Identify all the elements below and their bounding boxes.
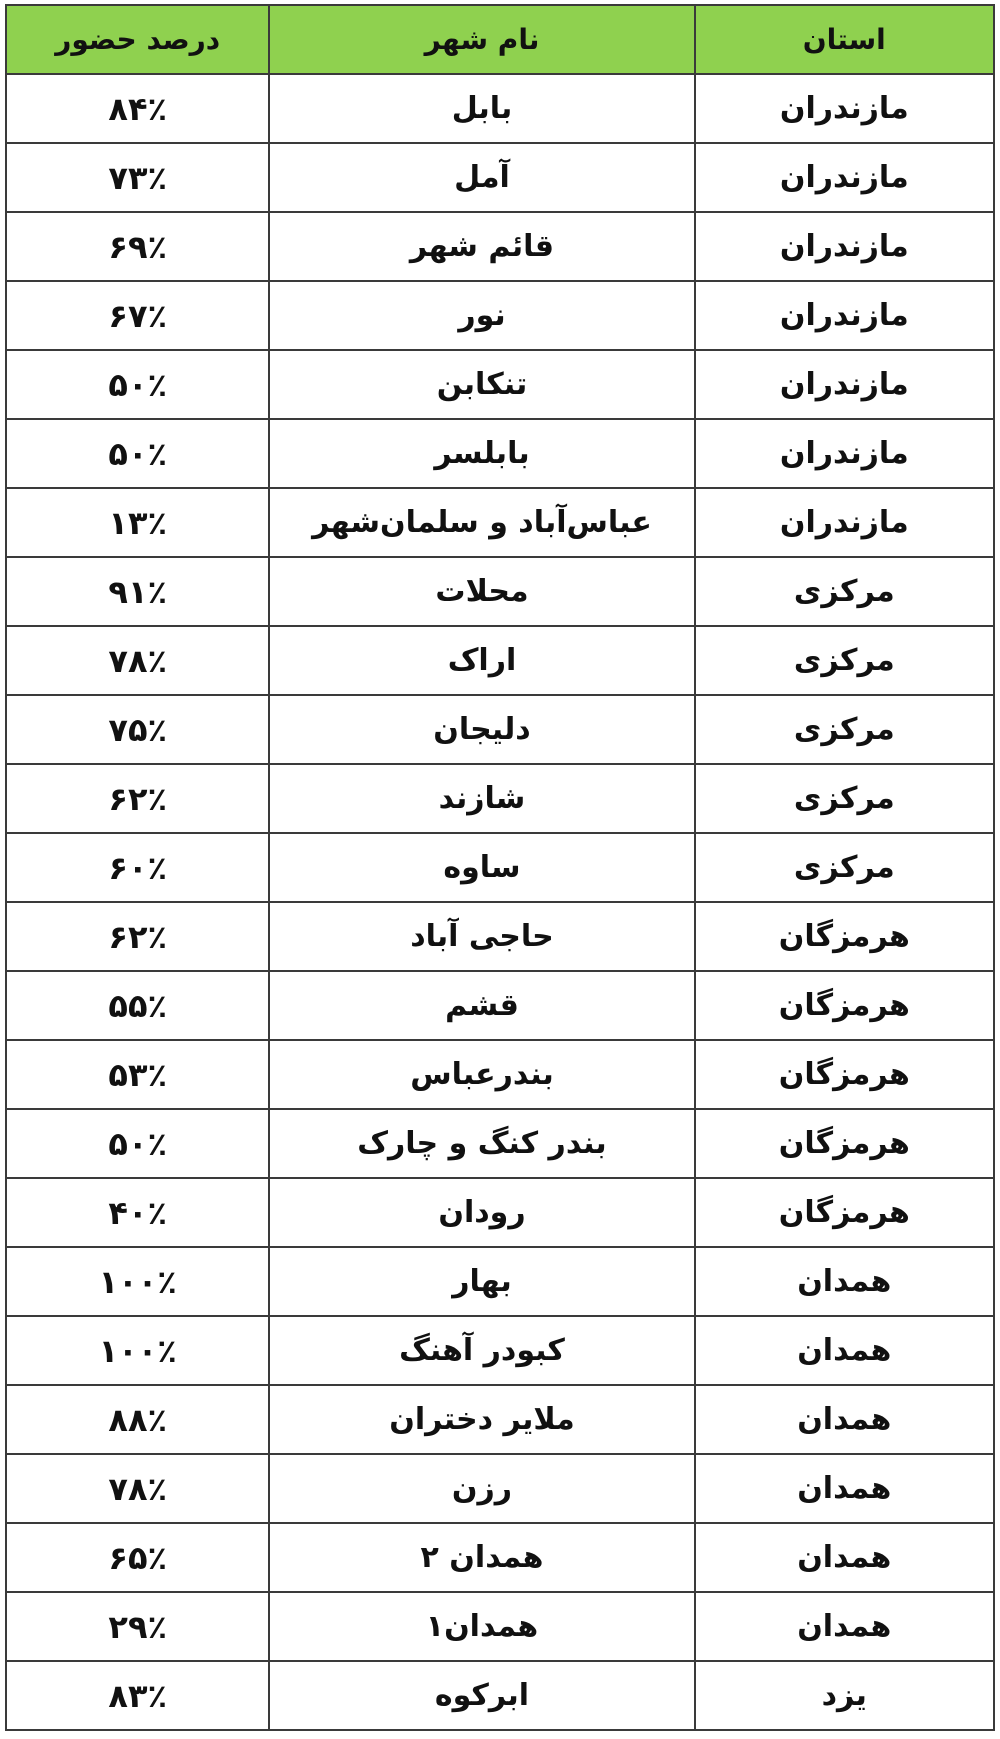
- table-row: [6, 1454, 994, 1523]
- cell-province: همدان: [695, 1523, 994, 1592]
- cell-city: رزن: [269, 1454, 694, 1523]
- cell-city: تنکابن: [269, 350, 694, 419]
- table-row: [6, 695, 994, 764]
- cell-province: همدان: [695, 1247, 994, 1316]
- cell-city: دلیجان: [269, 695, 694, 764]
- cell-city: ابرکوه: [269, 1661, 694, 1730]
- cell-city: محلات: [269, 557, 694, 626]
- cell-percent: ۴۰٪: [6, 1178, 269, 1247]
- cell-city: بابل: [269, 74, 694, 143]
- cell-province: مازندران: [695, 281, 994, 350]
- cell-city: ساوه: [269, 833, 694, 902]
- table-row: [6, 902, 994, 971]
- cell-city: همدان۱: [269, 1592, 694, 1661]
- table-row: [6, 419, 994, 488]
- cell-province: مرکزی: [695, 833, 994, 902]
- cell-city: رودان: [269, 1178, 694, 1247]
- cell-city: حاجی آباد: [269, 902, 694, 971]
- header-city: نام شهر: [269, 5, 694, 74]
- cell-city: نور: [269, 281, 694, 350]
- table-row: [6, 1109, 994, 1178]
- cell-percent: ۷۵٪: [6, 695, 269, 764]
- cell-percent: ۶۲٪: [6, 902, 269, 971]
- cell-percent: ۱۰۰٪: [6, 1316, 269, 1385]
- cell-province: هرمزگان: [695, 971, 994, 1040]
- cell-percent: ۸۳٪: [6, 1661, 269, 1730]
- cell-city: اراک: [269, 626, 694, 695]
- cell-percent: ۷۸٪: [6, 626, 269, 695]
- cell-province: همدان: [695, 1385, 994, 1454]
- table-row: [6, 143, 994, 212]
- cell-percent: ۱۰۰٪: [6, 1247, 269, 1316]
- cell-city: قشم: [269, 971, 694, 1040]
- table-row: [6, 350, 994, 419]
- cell-province: مازندران: [695, 419, 994, 488]
- attendance-table: [5, 4, 995, 1731]
- cell-percent: ۵۳٪: [6, 1040, 269, 1109]
- cell-province: هرمزگان: [695, 1040, 994, 1109]
- table-row: [6, 1661, 994, 1730]
- table-row: [6, 764, 994, 833]
- table-row: [6, 1178, 994, 1247]
- cell-percent: ۷۳٪: [6, 143, 269, 212]
- cell-percent: ۵۰٪: [6, 1109, 269, 1178]
- cell-percent: ۵۰٪: [6, 419, 269, 488]
- cell-province: همدان: [695, 1316, 994, 1385]
- table-row: [6, 1247, 994, 1316]
- cell-province: مازندران: [695, 143, 994, 212]
- cell-city: بندر کنگ و چارک: [269, 1109, 694, 1178]
- table-row: [6, 74, 994, 143]
- cell-province: مرکزی: [695, 626, 994, 695]
- table-row: [6, 488, 994, 557]
- cell-city: ملایر دختران: [269, 1385, 694, 1454]
- cell-province: مازندران: [695, 350, 994, 419]
- table-row: [6, 1316, 994, 1385]
- table-row: [6, 1040, 994, 1109]
- cell-city: بندرعباس: [269, 1040, 694, 1109]
- cell-city: عباس‌آباد و سلمان‌شهر: [269, 488, 694, 557]
- header-percent: درصد حضور: [6, 5, 269, 74]
- cell-province: همدان: [695, 1592, 994, 1661]
- cell-province: هرمزگان: [695, 902, 994, 971]
- cell-province: هرمزگان: [695, 1109, 994, 1178]
- cell-province: مرکزی: [695, 557, 994, 626]
- cell-percent: ۵۰٪: [6, 350, 269, 419]
- table-row: [6, 1385, 994, 1454]
- cell-province: یزد: [695, 1661, 994, 1730]
- table-row: [6, 212, 994, 281]
- header-row: [6, 5, 994, 74]
- cell-city: بهار: [269, 1247, 694, 1316]
- cell-percent: ۷۸٪: [6, 1454, 269, 1523]
- cell-percent: ۶۷٪: [6, 281, 269, 350]
- cell-city: آمل: [269, 143, 694, 212]
- cell-percent: ۵۵٪: [6, 971, 269, 1040]
- cell-province: مازندران: [695, 488, 994, 557]
- cell-percent: ۱۳٪: [6, 488, 269, 557]
- cell-percent: ۹۱٪: [6, 557, 269, 626]
- table-row: [6, 626, 994, 695]
- cell-percent: ۸۸٪: [6, 1385, 269, 1454]
- cell-province: مازندران: [695, 74, 994, 143]
- cell-percent: ۶۹٪: [6, 212, 269, 281]
- cell-percent: ۸۴٪: [6, 74, 269, 143]
- header-province: استان: [695, 5, 994, 74]
- table-row: [6, 971, 994, 1040]
- cell-percent: ۶۰٪: [6, 833, 269, 902]
- cell-province: مرکزی: [695, 695, 994, 764]
- table-body: [6, 74, 994, 1730]
- table-row: [6, 281, 994, 350]
- cell-province: همدان: [695, 1454, 994, 1523]
- cell-percent: ۲۹٪: [6, 1592, 269, 1661]
- table-row: [6, 557, 994, 626]
- cell-percent: ۶۲٪: [6, 764, 269, 833]
- table-row: [6, 1523, 994, 1592]
- cell-city: کبودر آهنگ: [269, 1316, 694, 1385]
- cell-province: مرکزی: [695, 764, 994, 833]
- cell-city: بابلسر: [269, 419, 694, 488]
- cell-province: هرمزگان: [695, 1178, 994, 1247]
- cell-city: شازند: [269, 764, 694, 833]
- cell-city: همدان ۲: [269, 1523, 694, 1592]
- cell-city: قائم شهر: [269, 212, 694, 281]
- cell-percent: ۶۵٪: [6, 1523, 269, 1592]
- table-header: [6, 5, 994, 74]
- table-row: [6, 1592, 994, 1661]
- cell-province: مازندران: [695, 212, 994, 281]
- table-row: [6, 833, 994, 902]
